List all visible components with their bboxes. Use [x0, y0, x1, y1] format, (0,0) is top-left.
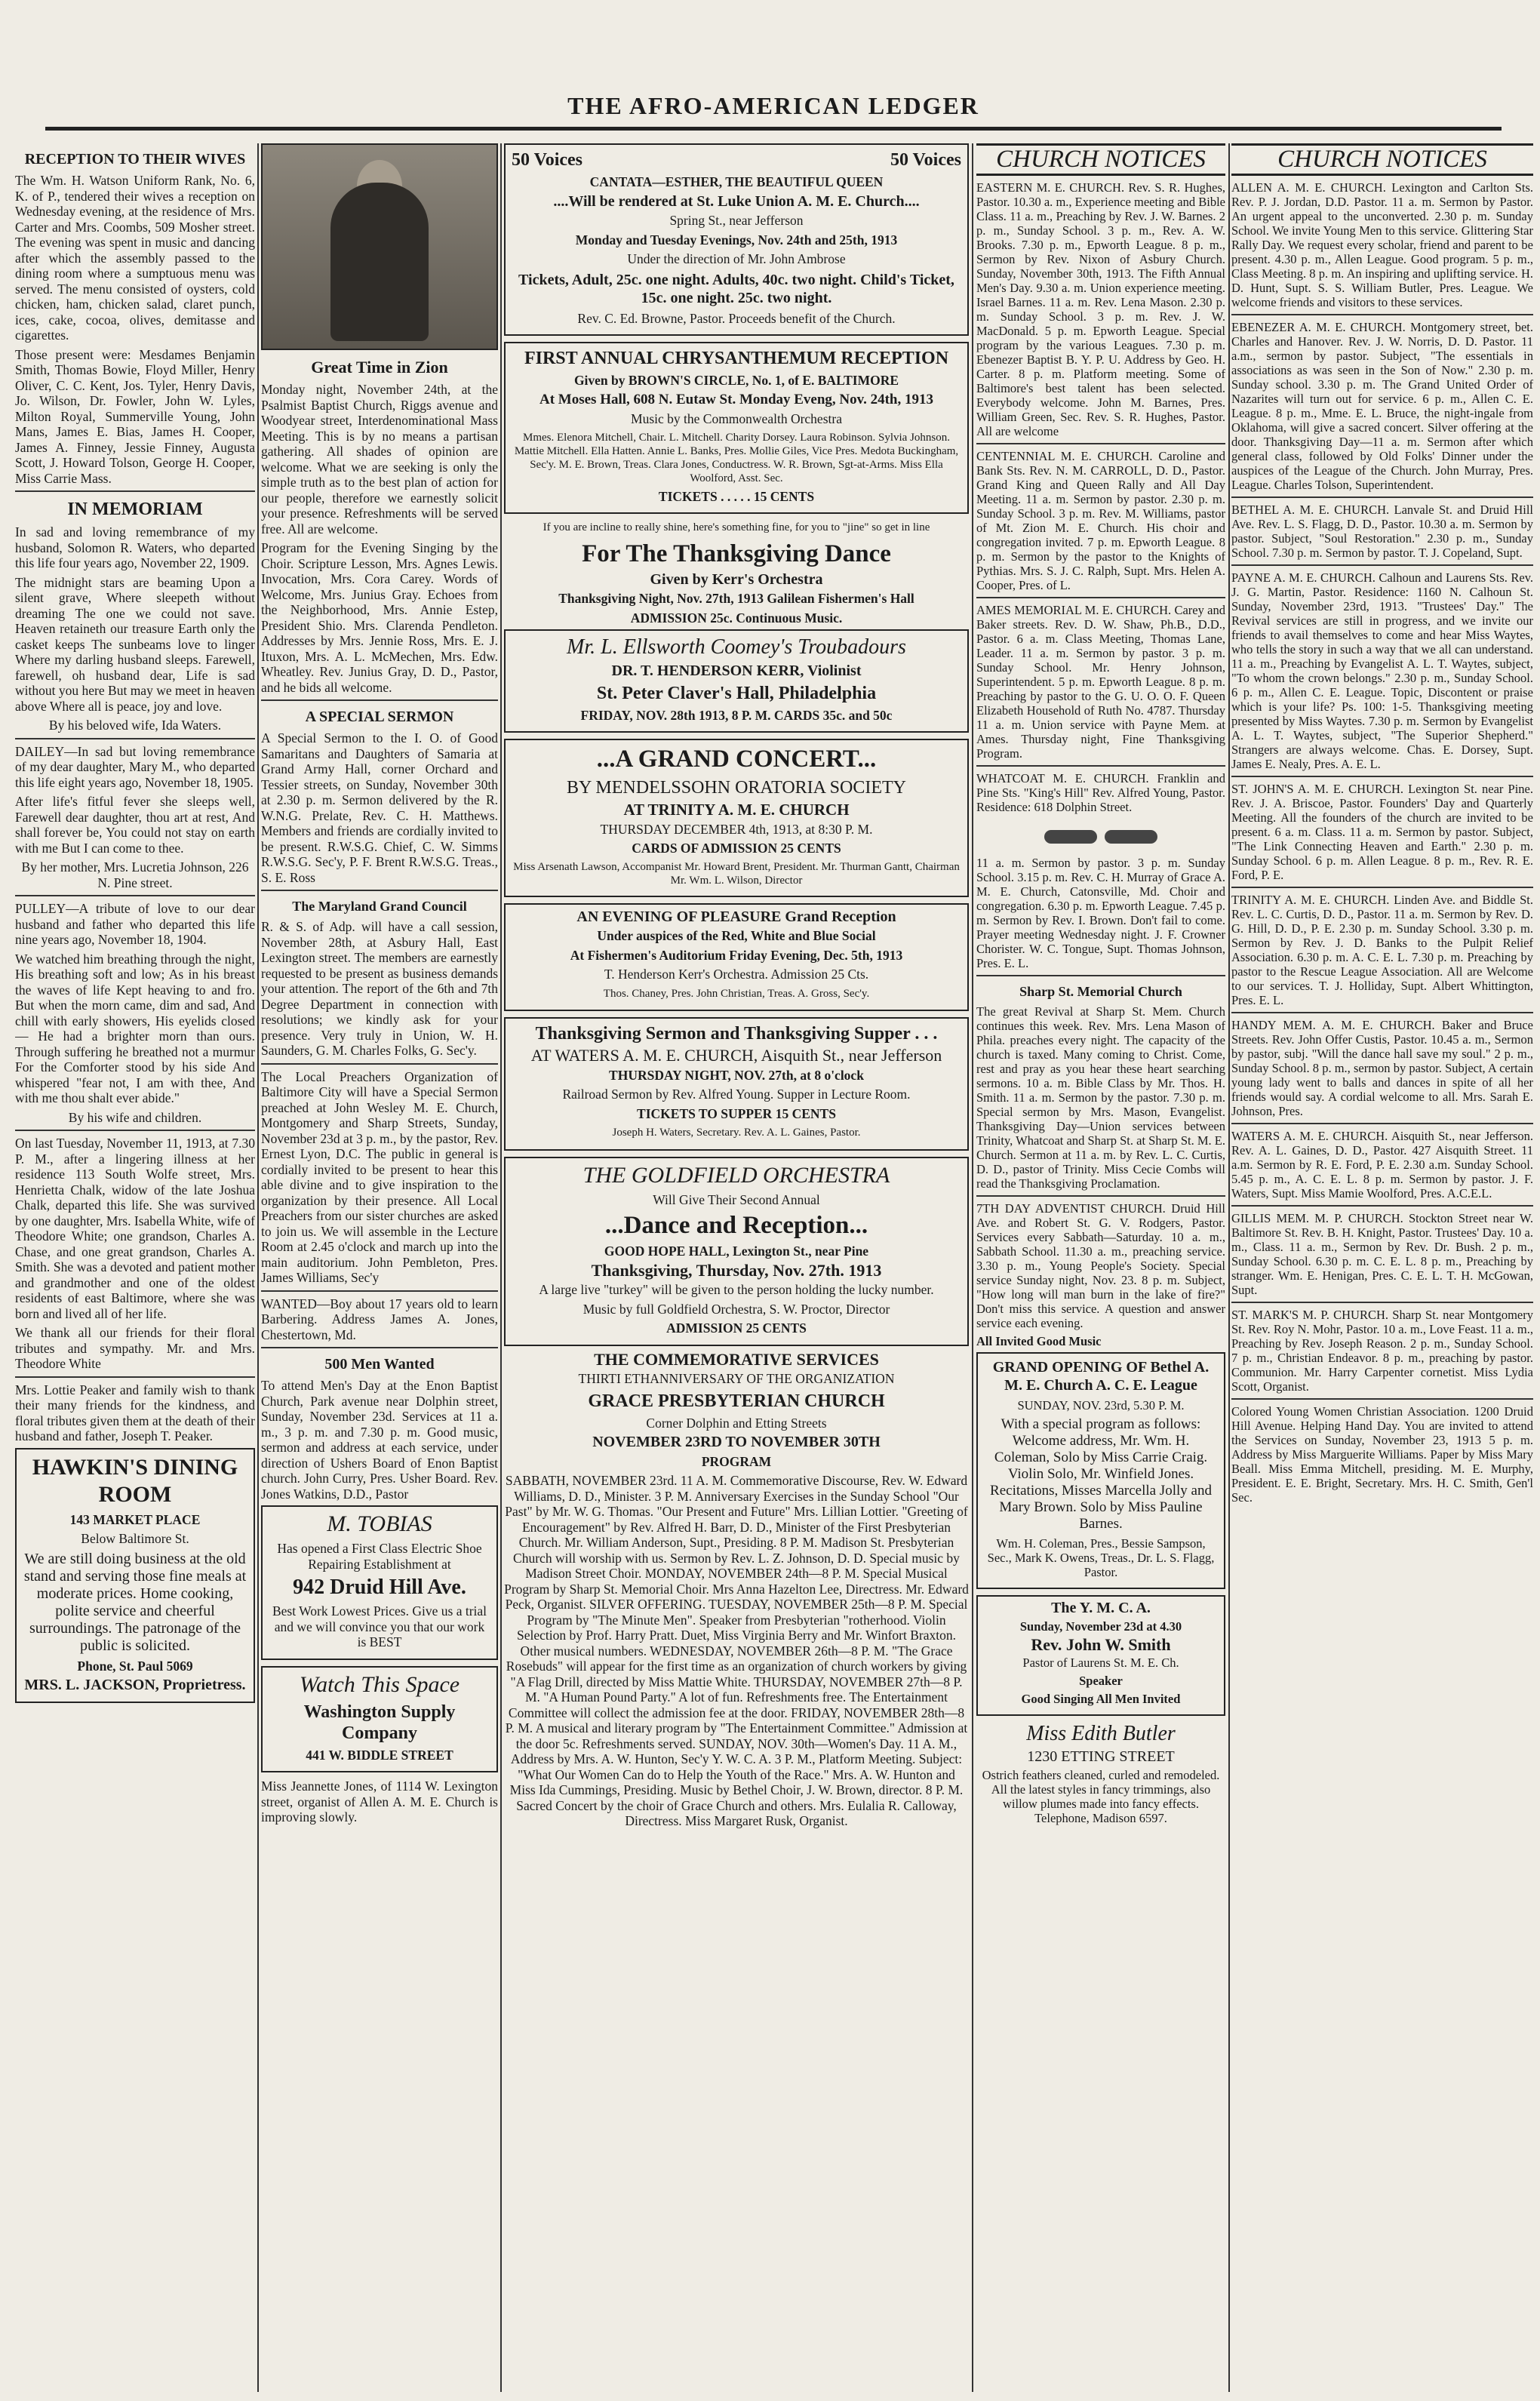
butler-ad [976, 1722, 1225, 1825]
divider [976, 975, 1225, 976]
cantata-voices [512, 149, 961, 171]
dance-intro: If you are incline to really shine, here's something fine, for you to "jine" so get in line [543, 521, 930, 533]
poem-2: After life's fitful fever she sleeps well, Farewell dear daughter, thou art at rest, And shall forever be, You could not stay on earth with me But I can come to thee. [15, 794, 255, 856]
ymca-title: The Y. M. C. A. [1051, 1600, 1151, 1616]
watch-space: Watch This Space [299, 1671, 460, 1697]
poem-2-signature: By her mother, Mrs. Lucretia Johnson, 226 N. Pine street. [21, 859, 249, 890]
column-5 [1231, 143, 1533, 2392]
pleasure-title: AN EVENING OF PLEASURE Grand Reception [576, 908, 896, 925]
ywca-notice: Colored Young Women Christian Association. 1200 Druid Hill Avenue. Helping Hand Day. You are invited to attend the Services on Sunday, November 23, 1913 5 p. m. Address by Miss Marguerite Williams. Paper by Miss Mary Beall. Miss Emma Mitchell, presiding. M. E. Murphy, President. E. E. Bright, Secretary. Mrs. H. C. Smith, Gen'l Sec. [1231, 1404, 1533, 1505]
divider [1231, 1123, 1533, 1124]
hawkins-proprietress: MRS. L. JACKSON, Proprietress. [24, 1677, 246, 1693]
ymca-footer: Good Singing All Men Invited [1021, 1692, 1181, 1706]
cantata-ad [504, 143, 969, 336]
bethel-league-when: SUNDAY, NOV. 23rd, 5.30 P. M. [1017, 1398, 1185, 1413]
divider [15, 1376, 255, 1378]
ebenezer-church: EBENEZER A. M. E. CHURCH. Montgomery street, bet. Charles and Hanover. Rev. J. W. Norris, D. D. Pastor. 11 a.m., sermon by pastor. Subject, "The essentials in associations as was seen in the Son of Now." 2.30 p. m. Sunday school. 3.30 p. m. The Grand United Order of Nazarites will turn out for service. 6 p. m., Allen C. E. League. 8 p. m., Mme. E. L. Bruce, the night-ingale from Oklahoma, will give a sacred concert. Silver offering at the door. Thanksgiving Day—11 a. m. Sermon after which general class, followed by Old Folks' Dinner under the auspices of the League of the Church. John Murray, Pres. League. Charles Tolson, Superintendent. [1231, 320, 1533, 492]
sharp-street-text: The great Revival at Sharp St. Mem. Church continues this week. Rev. Mrs. Lena Mason of Phila. preaches every night. The capacity of the church is taxed. Many coming to Christ. Come, rest and pray as you hear these heart searching sermons. 10 a. m. Bible Class by Mr. Thos. H. Smith. 11 a. m. Sermon by the pastor. 7.30 p. m. Special sermon by Mrs. Mason, Evangelist. Thanksgiving Day—Union services between Trinity, Whatcoat and Sharp St. at Sharp St. M. E. Church. Sermon at 11 a. m. by Rev. L. C. Curtis, D. D., pastor of Trinity. Miss Cecie Combs will read the Thanksgiving Proclamation. [976, 1004, 1225, 1191]
divider [261, 1290, 498, 1292]
allen-church: ALLEN A. M. E. CHURCH. Lexington and Carlton Sts. Rev. P. J. Jordan, D.D. Pastor. 11 a. m. Sermon by Pastor. An urgent appeal to the unconverted. 2.30 p. m. Sunday School. We invite Young Men to this service. Glittering Star Rally Day. We request every scholar, friend and parent to be present. 4.30 p. m., Allen League. Good program. 5 p. m., Class Meeting. 8 p. m. An inspiring and uplifting service. H. D. Hunt, Supt. S. S. William Butler, Pres. League. We welcome friends and visitors to these services. [1231, 180, 1533, 309]
dance-sub: Given by Kerr's Orchestra [650, 570, 823, 588]
wanted-ad: WANTED—Boy about 17 years old to learn Barbering. Address James A. Jones, Chestertown, Md. [261, 1296, 498, 1342]
column-1 [15, 143, 255, 2392]
portrait-figure [330, 183, 429, 341]
chalk-notice: On last Tuesday, November 11, 1913, at 7.30 P. M., after a lingering illness at her residence 113 South Wolfe street, Mrs. Henrietta Chalk, widow of the late Joshua Chalk, departed this life. She was survived by one daughter, Mrs. Isabella White, wife of Theodore White; one grandson, Charles A. Chase, and one great grandson, Charles A. Smith. She was a devoted and patient mother and grandmother and one of the oldest residents of east Baltimore, where she was born and lived all of her life. [15, 1136, 255, 1321]
hawkins-text: We are still doing business at the old stand and serving those fine meals at moderate prices. Home cooking, polite service and cheerful surroundings. The patronage of the public is solicited. [23, 1550, 247, 1654]
thanks-peaker: Mrs. Lottie Peaker and family wish to thank their many friends for the kindness, and floral tributes given them at the death of their husband and father, Joseph T. Peaker. [15, 1382, 255, 1443]
pleasure-footer: Thos. Chaney, Pres. John Christian, Treas. A. Gross, Sec'y. [603, 987, 870, 1000]
tobias-address: 942 Druid Hill Ave. [293, 1576, 466, 1599]
column-rule [500, 143, 502, 2392]
whatcoat-church: WHATCOAT M. E. CHURCH. Franklin and Pine Sts. "King's Hill" Rev. Alfred Young, Pastor. Residence: 618 Dolphin Street. [976, 771, 1225, 814]
divider [976, 443, 1225, 444]
concert-admission: CARDS OF ADMISSION 25 CENTS [632, 841, 841, 856]
supper-tickets: TICKETS TO SUPPER 15 CENTS [637, 1105, 836, 1121]
divider [1231, 887, 1533, 888]
ymca-when: Sunday, November 23d at 4.30 [1019, 1619, 1182, 1634]
ymca-speaker-label: Speaker [1079, 1674, 1123, 1688]
divider [1231, 1012, 1533, 1013]
dance-admission: ADMISSION 25c. Continuous Music. [630, 610, 843, 626]
divider [261, 1347, 498, 1348]
concert-title: ...A GRAND CONCERT... [596, 746, 877, 773]
column-rule [972, 143, 973, 2392]
hand-left [1044, 830, 1097, 844]
cantata-voices-left: 50 Voices [512, 150, 583, 170]
column-3 [504, 143, 969, 2392]
dance-when: Thanksgiving Night, Nov. 27th, 1913 Galilean Fishermen's Hall [558, 591, 914, 606]
bethel-league-program: With a special program as follows: Welcome address, Mr. Wm. H. Coleman, Solo by Miss Carrie Craig. Violin Solo, Mr. Winfield Jones. Recitations, Misses Marcella Jolly and Mary Brown. Solo by Miss Pauline Barnes. [990, 1416, 1212, 1532]
thanksgiving-dance-ad [504, 520, 969, 626]
goldfield-title: THE GOLDFIELD ORCHESTRA [582, 1162, 890, 1188]
hawkins-title: HAWKIN'S DINING ROOM [32, 1454, 238, 1507]
ymca-pastor: Pastor of Laurens St. M. E. Ch. [1022, 1655, 1179, 1670]
tobias-ad [261, 1505, 498, 1660]
divider [1231, 1302, 1533, 1303]
divider [976, 765, 1225, 767]
tobias-title: M. TOBIAS [327, 1511, 432, 1536]
cantata-tickets: Tickets, Adult, 25c. one night. Adults, 40c. two night. Child's Ticket, 15c. one night. 25c. two night. [518, 271, 954, 306]
divider [15, 1130, 255, 1131]
handy-church: HANDY MEM. A. M. E. CHURCH. Baker and Bruce Streets. Rev. John Offer Custis, Pastor. 10.45 a. m., Sermon by pastor, subj. "Will the dance hall save my soul." 2 p. m., Sunday School. 8 p. m., sermon by pastor. Subject, A certain young lady went to balls and dances in spite of all her friends would say. A cordial welcome to all. Mrs. Sarah E. Johnson, Pres. [1231, 1018, 1533, 1118]
commemorative-address: Corner Dolphin and Etting Streets [646, 1415, 827, 1431]
eastern-church: EASTERN M. E. CHURCH. Rev. S. R. Hughes, Pastor. 10.30 a. m., Experience meeting and Bible Class. 11 a. m., Preaching by Rev. J. W. Barnes. 2 p. m., Sunday School. 3 p. m., Rev. A. W. Brooks. 7.30 p. m., Epworth League. 8 p. m., Sermon by Rev. Nixon of Asbury Church. Sunday, November 30th, 1913. The Fifth Annual Men's Day. 9.30 a. m. Union experience meeting. Israel Barnes. 11 a. m. Rev. Lena Mason. 2.30 p. m. Sunday School. 3 p. m. Rev. J. W. MacDonald. 5 p. m. Epworth League. Special program by the various Leagues. 7.30 p. m. Ebenezer Baptist B. Y. P. U. Address by Geo. H. Carter. 8 p. m. Platform meeting. Some of Baltimore's best talent has been selected. Everybody welcome. John M. Barnes, Pres. William Green, Sec. Rev. S. R. Hughes, Pastor. All are welcome [976, 180, 1225, 438]
zion-text: Monday night, November 24th, at the Psalmist Baptist Church, Riggs avenue and Woodyear street, Interdenominational Mass Meeting. This is by no means a partisan gathering. All shades of opinion are welcome. What we are seeking is only the simple truth as to the best plan of action for our people, therefore we earnestly solicit your presence. Refreshments will be served free. All are welcome. [261, 382, 498, 536]
column-2 [261, 143, 498, 2392]
council-title: The Maryland Grand Council [292, 899, 467, 914]
divider [15, 490, 255, 492]
bethel-league-footer: Wm. H. Coleman, Pres., Bessie Sampson, Sec., Mark K. Owens, Treas., Dr. L. S. Flagg, Pastor. [987, 1536, 1215, 1579]
goldfield-dance: ...Dance and Reception... [604, 1212, 868, 1239]
troubadours-when: FRIDAY, NOV. 28th 1913, 8 P. M. CARDS 35c. and 50c [580, 707, 893, 723]
tobias-text: Has opened a First Class Electric Shoe Repairing Establishment at [277, 1541, 482, 1572]
goldfield-admission: ADMISSION 25 CENTS [666, 1320, 807, 1336]
divider [976, 597, 1225, 598]
divider [261, 890, 498, 891]
troubadours-ad [504, 629, 969, 733]
poem-3-signature: By his wife and children. [68, 1109, 202, 1125]
cantata-address: Spring St., near Jefferson [669, 213, 804, 228]
zion-program: Program for the Evening Singing by the Choir. Scripture Lesson, Mrs. Agnes Lewis. Invocation, Mrs. Cora Carey. Words of Welcome, Mrs. Junius Gray. Echoes from the Neighborhood, Mrs. Annie Estep, President Shio. Mrs. Clarenda Pendleton. Addresses by Mrs. Jennie Ross, Mrs. E. J. Ituxon, Mrs. A. L. McMechen, Mrs. Edw. Wheatley. Rev. Junius Gray, D. D., Pastor, and he bids all welcome. [261, 540, 498, 695]
goldfield-orchestra-ad [504, 1157, 969, 1346]
hawkins-phone: Phone, St. Paul 5069 [77, 1658, 193, 1674]
ymca-speaker-name: Rev. John W. Smith [1031, 1635, 1171, 1654]
chrysanthemum-ad [504, 342, 969, 514]
adventist-church: 7TH DAY ADVENTIST CHURCH. Druid Hill Ave. and Robert St. G. V. Rodgers, Pastor. Services every Sabbath—Saturday. 10 a. m., Sabbath School. 11.30 a. m., preaching service. 3.30 p. m., Young People's Society. Special service Sunday night, Nov. 23. 8 p. m. Subject, "How long will man burn in the lake of fire?" Don't miss this service. A question and answer service each evening. [976, 1201, 1225, 1330]
masthead [45, 92, 1502, 131]
pleasure-sub: Under auspices of the Red, White and Blue Social [597, 928, 876, 943]
cantata-director: Under the direction of Mr. John Ambrose [627, 251, 846, 266]
thanks-white: We thank all our friends for their floral tributes and sympathy. Mr. and Mrs. Theodore White [15, 1325, 255, 1371]
troubadours-hall: St. Peter Claver's Hall, Philadelphia [596, 683, 877, 703]
commemorative-title: THE COMMEMORATIVE SERVICES [594, 1349, 879, 1369]
supper-title: Thanksgiving Sermon and Thanksgiving Supper . . . [535, 1024, 938, 1044]
st-john-church: ST. JOHN'S A. M. E. CHURCH. Lexington St. near Pine. Rev. J. A. Briscoe, Pastor. Founders' Day and Quarterly Meeting. All the founders of the church are invited to be present. 6 a. m. Class. 11 a. m. Sermon by pastor. Subject, "The Link Connecting Heaven and Earth." 2.30 p. m. Sunday School. 6 p. m. Allen League. 8 p. m., Rev. R. E. Ford, P. E. [1231, 782, 1533, 882]
goldfield-music: Music by full Goldfield Orchestra, S. W. Proctor, Director [582, 1301, 890, 1317]
ymca-ad [976, 1595, 1225, 1716]
st-mark-church: ST. MARK'S M. P. CHURCH. Sharp St. near Montgomery St. Rev. Roy N. Mohr, Pastor. 10 a. m., Love Feast. 11 a. m., Preaching by Rev. Joseph Reason. 2 p. m., Sunday School. 7 p. m., Christian Endeavor. 8 p. m., preaching by pastor. Communion. Mr. Harry Carpenter cornetist. Miss Lydia Scott, Organist. [1231, 1308, 1533, 1394]
payne-church: PAYNE A. M. E. CHURCH. Calhoun and Laurens Sts. Rev. J. G. Martin, Pastor. Residence: 1160 N. Calhoun St. Sunday, November 23rd, 1913. "Trustees' Day." The Revival services are still in progress, and we invite our friends to avail themselves to come and hear Miss Waytes, who tells the story in such a way that we all can understand. 11 a. m., Preaching by Evangelist A. L. T. Waytes, subject, "To whom the crown belongs." 2.30 p. m., Sunday School. 6 p. m., Allen C. E. League. Topic, Discontent or praise which is your life? Ps. 100: 1-5. Thanksgiving meeting presented by Miss Waytes. 7.30 p. m. Sermon by Evangelist A. L. T. Waytes, subject, "The Superior Shepherd." Strangers are always welcome. Chas. E. Dorsey, Supt. James E. Nealy, Pres. A. E. L. [1231, 570, 1533, 771]
pleasure-when: At Fishermen's Auditorium Friday Evening, Dec. 5th, 1913 [570, 947, 903, 963]
washington-supply-name: Washington Supply Company [303, 1702, 456, 1743]
commemorative-dates: NOVEMBER 23RD TO NOVEMBER 30TH [592, 1434, 881, 1450]
washington-supply-ad [261, 1666, 498, 1773]
church-notices-header-2: CHURCH NOTICES [1231, 143, 1533, 176]
divider [261, 1063, 498, 1065]
goldfield-where: GOOD HOPE HALL, Lexington St., near Pine [604, 1244, 869, 1259]
masthead-title: THE AFRO-AMERICAN LEDGER [567, 92, 979, 119]
chrysanthemum-music: Music by the Commonwealth Orchestra [631, 411, 842, 426]
chrysanthemum-tickets: TICKETS . . . . . 15 CENTS [658, 488, 815, 504]
centennial-church: CENTENNIAL M. E. CHURCH. Caroline and Bank Sts. Rev. N. M. CARROLL, D. D., Pastor. Grand King and Queen Rally and All Day Meeting. 11 a. m. Sermon by pastor. 2.30 p. m. Sunday School. 3 p. m. Rev. M. Williams, pastor of Mt. Zion M. E. Church. His choir and congregation invited. 7 p. m. Epworth League. 8 p. m. Sermon by the pastor to the Knights of Pythias. Mrs. S. J. C. Ralph, Supt. Mrs. Helen A. Cooper, Pres. of L. [976, 449, 1225, 592]
concert-footer: Miss Arsenath Lawson, Accompanist Mr. Howard Brent, President. Mr. Thurman Gantt, Chairman Mr. Wm. L. Wilson, Director [513, 860, 960, 887]
goldfield-sub: Will Give Their Second Annual [653, 1191, 820, 1207]
bethel-league-title: GRAND OPENING OF Bethel A. M. E. Church A. C. E. League [992, 1359, 1210, 1394]
butler-title: Miss Edith Butler [1026, 1722, 1176, 1745]
divider [1231, 314, 1533, 315]
butler-address: 1230 ETTING STREET [1027, 1748, 1175, 1765]
cantata-title: CANTATA—ESTHER, THE BEAUTIFUL QUEEN [589, 174, 884, 189]
council-text: R. & S. of Adp. will have a call session, November 28th, at Asbury Hall, East Lexington street. The members are earnestly requested to be present as business demands your attention. The report of the 6th and 7th Degree Department in connection with resolutions; we kindly ask for your presence. Very truly in Union, W. H. Saunders, G. M. Charles Folks, G. Sec'y. [261, 919, 498, 1058]
cantata-footer: Rev. C. Ed. Browne, Pastor. Proceeds benefit of the Church. [577, 310, 896, 326]
bethel-church: BETHEL A. M. E. CHURCH. Lanvale St. and Druid Hill Ave. Rev. L. S. Flagg, D. D., Pastor. 10.30 a. m. Sermon by pastor. Subject, "Soul Restoration." 2.30 p. m., Sunday School. 7.30 p. m. Sermon by pastor. T. J. Copeland, Supt. [1231, 503, 1533, 560]
sharp-street-title: Sharp St. Memorial Church [1019, 984, 1182, 999]
troubadours-kerr: DR. T. HENDERSON KERR, Violinist [611, 663, 862, 679]
commemorative-program-label: PROGRAM [701, 1453, 772, 1469]
commemorative-services [504, 1349, 969, 1829]
supper-footer: Joseph H. Waters, Secretary. Rev. A. L. Gaines, Pastor. [612, 1127, 861, 1139]
column-rule [1228, 143, 1230, 2392]
grand-concert-ad [504, 739, 969, 897]
supper-when: THURSDAY NIGHT, NOV. 27th, at 8 o'clock [609, 1067, 864, 1083]
chrysanthemum-sub: Given by BROWN'S CIRCLE, No. 1, of E. BALTIMORE [573, 373, 899, 388]
hawkins-ad [15, 1448, 255, 1703]
divider [261, 699, 498, 701]
church-notices-header: CHURCH NOTICES [976, 143, 1225, 176]
memoriam-title: IN MEMORIAM [67, 500, 203, 519]
chrysanthemum-title: FIRST ANNUAL CHRYSANTHEMUM RECEPTION [524, 349, 949, 368]
men-wanted-title: 500 Men Wanted [324, 1356, 435, 1373]
hawkins-address-2: Below Baltimore St. [81, 1531, 189, 1546]
supper-at: AT WATERS A. M. E. CHURCH, Aisquith St., near Jefferson [530, 1046, 942, 1065]
thanksgiving-supper-ad [504, 1017, 969, 1151]
pulley-notice: PULLEY—A tribute of love to our dear husband and father who departed this life nine years ago, November 18, 1904. [15, 901, 255, 947]
divider [976, 1195, 1225, 1197]
commemorative-sub: THIRTI ETHANNIVERSARY OF THE ORGANIZATION [578, 1371, 895, 1386]
commemorative-program: SABBATH, NOVEMBER 23rd. 11 A. M. Commemorative Discourse, Rev. W. Edward Williams, D. D., Minister. 3 P. M. Anniversary Exercises in the Sunday School "Our Past" by Mr. W. G. Thomas. "Our Present and Future" Mrs. Lillian Lottier. "Greeting of Encouragement" by Rev. Alfred H. Barr, D. D., Minister of the First Presbyterian Church. Mr. William Anderson, Supt., Presiding. 8 P. M. Madison St. Presbyterian Church will worship with us. Sermon by Rev. L. Z. Johnson, D. D. Special music by Madison Street Choir. MONDAY, NOVEMBER 24th—8 P. M. Special Musical Program by Sharp St. Memorial Choir. Mrs Anna Hazelton Lee, Directress. Mr. Edward Peck, Organist. SILVER OFFERING. TUESDAY, NOVEMBER 25th—8 P. M. Special Program by "The Minute Men". Speaker from Presbyterian "rotherhood. Violin Selection by Prof. Harry Pratt. Duet, Miss Virginia Berry and Mr. Winfort Braxton. Other musical numbers. WEDNESDAY, NOVEMBER 26th—8 P. M. "The Grace Rosebuds" will appear for the first time as an organization of church workers by giving "A Flag Drill, directed by Miss Mattie White. THURSDAY, NOVEMBER 27th—8 P. M. "A Human Pound Party." A lot of fun. Refreshments free. The Entertainment Committee will collect the admission fee at the door. FRIDAY, NOVEMBER 28th—8 P. M. A musical and literary program by "The Entertainment Committee." Admission at the door 5c. Refreshments served. SUNDAY, NOV. 30th—Women's Day. 11 A. M., Address by Mrs. A. W. Hunton, Sec'y Y. W. C. A. 3 P. M., Platform Meeting. Subject: "What Our Women Can do to Help the Youth of the Race." Mrs. A. W. Hunton and Miss Ida Cummings, Presiding. Music by Bethel Choir, J. W. Brown, director. 8 P. M. Sacred Concert by the choir of Grace Church and others. Mrs. Eulalia R. Calloway, Directress. Miss Margaret Rusk, Organist. [504, 1473, 969, 1828]
goldfield-turkey: A large live "turkey" will be given to the person holding the lucky number. [539, 1282, 934, 1297]
cantata-voices-right: 50 Voices [890, 150, 961, 170]
ames-church: AMES MEMORIAL M. E. CHURCH. Carey and Baker streets. Rev. D. W. Shaw, Ph.B., D.D., Pastor. 6 a. m. Class Meeting, Thomas Lane, Leader. 11 a. m. Sermon by pastor. 3 p. m. Sunday School. Mr. Henry Johnson, Superintendent. 5 p. m. Epworth League. 8 p. m. Preaching by pastor to the G. U. O. O. F. Queen Elizabeth Household of Ruth No. 4787. Thursday 11 a. m. Union service with Payne Mem. at Ames. Thursday night, Fine Thanksgiving Program. [976, 603, 1225, 761]
divider [15, 738, 255, 739]
poem-1: The midnight stars are beaming Upon a silent grave, Where sleepeth without dreaming The one we could not save. Heaven retaineth our treasure Earth only the casket keeps The sunbeams love to linger Where my darling husband sleeps. Farewell, farewell, oh husband dear, Life is sad without you here But may we meet in heaven above Where all is peace, joy and love. [15, 574, 255, 714]
divider [1231, 1398, 1533, 1400]
supper-sermon: Railroad Sermon by Rev. Alfred Young. Supper in Lecture Room. [562, 1087, 911, 1102]
sermon-text: A Special Sermon to the I. O. of Good Samaritans and Daughters of Samaria at Grand Army Hall, corner Orchard and Tessier streets, on Sunday, November 30th at 2.30 p. m. Sermon delivered by the R. W.N.G. Prelate, Rev. C. H. Matthews. Members and friends are cordially invited to be present. R.W.S.G. Chief, C. W. Simms R.W.S.G. Sec'y, P. F. Brent R.W.S.G. Treas., S. E. Ross [261, 730, 498, 885]
poem-3: We watched him breathing through the night, His breathing soft and low; As in his breast the waves of life Kept heaving to and fro. But when the morn came, dim and sad, And chill with early showers, His eyelids closed— He had a brighter morn than ours. Through suffering he breathed not a murmur For the Comforter stood by his side And whispered "fear not, I am with thee, And with me thou shalt ever abide." [15, 951, 255, 1105]
gillis-church: GILLIS MEM. M. P. CHURCH. Stockton Street near W. Baltimore St. Rev. B. H. Knight, Pastor. Trustees' Day. 10 a. m., Class. 11 a. m., Sermon by Rev. Dr. Bush. 2 p. m., Sunday School. 6.30 p. m. C. E. L. 8 p. m., Preaching by stranger. Wm. E. Henigan, Pres. C. E. L. T. H. McGowan, Supt. [1231, 1211, 1533, 1297]
sermon-title: A SPECIAL SERMON [305, 709, 454, 725]
concert-by: BY MENDELSSOHN ORATORIA SOCIETY [566, 778, 907, 798]
portrait-photo [261, 143, 498, 350]
concert-when: THURSDAY DECEMBER 4th, 1913, at 8:30 P. M. [600, 821, 873, 837]
hawkins-address: 143 MARKET PLACE [69, 1511, 201, 1527]
jones-notice: Miss Jeannette Jones, of 1114 W. Lexington street, organist of Allen A. M. E. Church is improving slowly. [261, 1778, 498, 1825]
adventist-footer: All Invited Good Music [976, 1334, 1102, 1348]
reception-title: RECEPTION TO THEIR WIVES [24, 151, 246, 168]
men-wanted-text: To attend Men's Day at the Enon Baptist Church, Park avenue near Dolphin street, Sunday, November 23d. Services at 11 a. m., 3 p. m. and 7.30 p. m. Good music, sermon and address at each service, under direction of Ushers Board of Enon Baptist church. John Curry, Pres. Usher Board. Rev. Jones Watkins, D.D., Pastor [261, 1378, 498, 1502]
waters-church: WATERS A. M. E. CHURCH. Aisquith St., near Jefferson. Rev. A. L. Gaines, D. D., Pastor. 427 Aisquith Street. 11 a.m. Sermon by R. E. Ford, P. E. 2.30 a.m. Sunday School. 5.45 p. m., A. C. E. L. 8 p. m. Sermon by pastor. J. F. Waters, Supt. Miss Mamie Woolford, Pres. A.C.E.L. [1231, 1129, 1533, 1200]
chrysanthemum-where: At Moses Hall, 608 N. Eutaw St. Monday Eveng, Nov. 24th, 1913 [539, 391, 933, 407]
troubadours-title: Mr. L. Ellsworth Coomey's Troubadours [567, 635, 906, 659]
bethel-league-ad [976, 1352, 1225, 1589]
zion-title: Great Time in Zion [311, 358, 448, 377]
whatcoat-schedule: 11 a. m. Sermon by pastor. 3 p. m. Sunday School. 3.15 p. m. Rev. C. H. Murray of Grace A. M. E. Church, Catonsville, Md. Choir and congregation. 6.30 p. m. Epworth League. 7.45 p. m. Sermon by Rev. I. Brown. Don't fail to come. Prayer meeting Wednesday night. J. F. Crowner Chorister. W. C. Tongue, Supt. Thomas Johnson, Pres. E. L. [976, 856, 1225, 970]
divider [1231, 496, 1533, 498]
tobias-text-2: Best Work Lowest Prices. Give us a trial and we will convince you that our work is BEST [272, 1603, 487, 1649]
washington-supply-address: 441 W. BIDDLE STREET [306, 1747, 453, 1763]
chrysanthemum-names: Mmes. Elenora Mitchell, Chair. L. Mitchell. Charity Dorsey. Laura Robinson. Sylvia Johnson. Mattie Mitchell. Ella Hatten. Annie L. Banks, Pres. Mollie Giles, Vice Pres. Medota Buckingham, Sec'y. M. E. Brown, Treas. Clara Jones, Conductress. W. R. Brown, Sgt-at-Arms. Miss Ella Woolford, Asst. Sec. [514, 431, 959, 484]
preachers-notice: The Local Preachers Organization of Baltimore City will have a Special Sermon preached at John Wesley M. E. Church, Montgomery and Sharp Streets, Sunday, November 23d at 3 p. m., by the pastor, Rev. Ernest Lyon, D.C. The public in general is cordially invited to be present to hear this able divine and to give inspiration to the organization by their presence. All Local Preachers from our sister churches are asked to join us. We will assemble in the Lecture Room at 2.45 o'clock and march up into the main auditorium. John Pembleton, Pres. James Williams, Sec'y [261, 1068, 498, 1285]
pleasure-orchestra: T. Henderson Kerr's Orchestra. Admission 25 Cts. [604, 967, 869, 982]
cantata-dates: Monday and Tuesday Evenings, Nov. 24th and 25th, 1913 [575, 232, 898, 247]
goldfield-when: Thanksgiving, Thursday, Nov. 27th. 1913 [591, 1260, 882, 1280]
cantata-text: ....Will be rendered at St. Luke Union A. M. E. Church.... [553, 192, 920, 210]
divider [1231, 564, 1533, 566]
divider [1231, 776, 1533, 777]
dance-title: For The Thanksgiving Dance [582, 540, 891, 567]
butler-text: Ostrich feathers cleaned, curled and remodeled. All the latest styles in fancy trimmings, also willow plumes made into fancy effects. Telephone, Madison 6597. [982, 1768, 1220, 1825]
concert-at: AT TRINITY A. M. E. CHURCH [623, 801, 850, 819]
reception-text: The Wm. H. Watson Uniform Rank, No. 6, K. of P., tendered their wives a reception on Wednesday evening, at the residence of Mrs. Carter and Mrs. Coombs, 509 Mosher street. The evening was spent in music and dancing after which the assembly passed to the dining room where a sumptuous menu was served. The menu consisted of oysters, cold chicken, ham, chicken salad, claret punch, ices, cake, cocoa, olives, demitasse and cigarettes. [15, 173, 255, 343]
evening-of-pleasure-ad [504, 903, 969, 1012]
divider [15, 895, 255, 896]
hand-right [1105, 830, 1157, 844]
present-text: Those present were: Mesdames Benjamin Smith, Thomas Bowie, Floyd Miller, Henry Oliver, C. C. Kent, Jos. Tyler, Henry Davis, Jo. Wilson, Dr. Fowler, John W. Lyles, Milton Royal, Summerville Young, John Mans, James E. Bias, James H. Cooper, James A. Finney, Jessie Finney, Augusta Scott, J. Howard Tolson, George H. Cooper, Miss Carrie Mass. [15, 346, 255, 486]
divider [1231, 1205, 1533, 1207]
column-4 [976, 143, 1225, 2392]
handshake-icon [1044, 818, 1157, 853]
poem-1-signature: By his beloved wife, Ida Waters. [48, 718, 222, 733]
memoriam-text: In sad and loving remembrance of my husband, Solomon R. Waters, who departed this life four years ago, November 22, 1909. [15, 524, 255, 570]
trinity-church: TRINITY A. M. E. CHURCH. Linden Ave. and Biddle St. Rev. L. C. Curtis, D. D., Pastor. 11 a. m. Sermon by Rev. D. G. Hill, D. D., P. E. 2.30 p. m. Sunday School. 3.30 p. m. Sermon by Rev. J. D. Banks to the Pulpit Relief Association. 6.30 p. m. A. C. E. L. 7.30 p. m. Preaching by pastor to the Rescue League Association. All are Welcome to our services. T. J. Holliday, Supt. Albert Whittington, Pres. E. L. [1231, 893, 1533, 1007]
column-rule [257, 143, 259, 2392]
commemorative-church: GRACE PRESBYTERIAN CHURCH [588, 1391, 885, 1411]
dailey-notice: DAILEY—In sad but loving remembrance of my dear daughter, Mary M., who departed this life eight years ago, November 18, 1905. [15, 743, 255, 790]
